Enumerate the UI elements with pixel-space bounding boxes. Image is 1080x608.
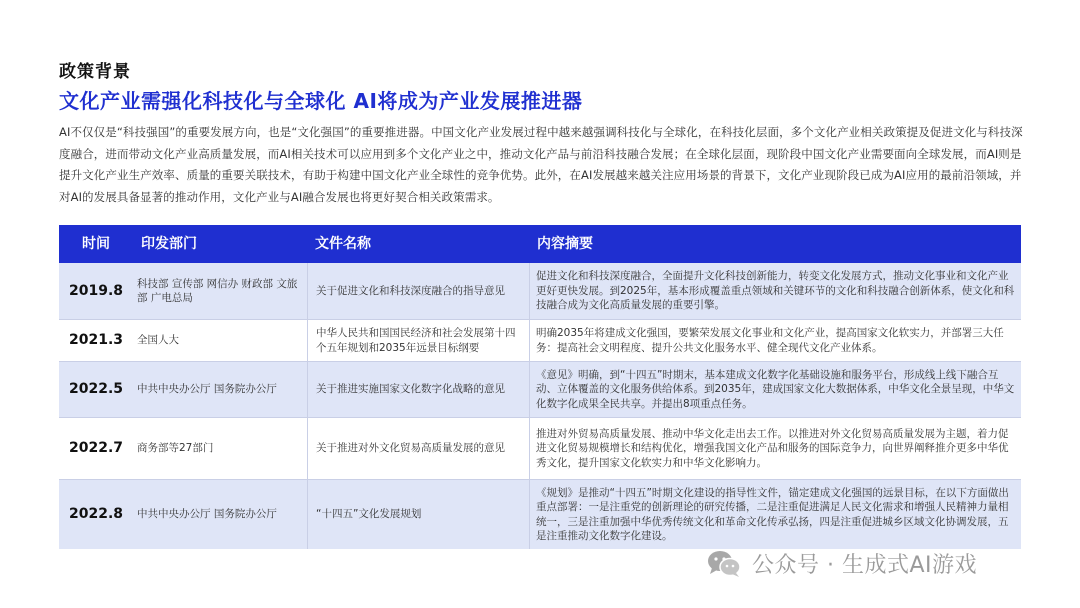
row-doc: 关于促进文化和科技深度融合的指导意见 (307, 263, 529, 319)
section-label: 政策背景 (59, 62, 131, 82)
row-summary: 《意见》明确，到“十四五”时期末，基本建成文化数字化基础设施和服务平台，形成线上线下融合互动、立体覆盖的文化服务供给体系。到2035年，建成国家文化大数据体系，中华文化全景呈现，中华文化数字化成果全民共享。并提出8项重点任务。 (529, 362, 1021, 417)
row-date: 2019.8 (68, 282, 124, 299)
row-dept: 科技部 宣传部 网信办 财政部 文旅部 广电总局 (137, 277, 298, 304)
watermark (706, 548, 977, 579)
header-doc: 文件名称 (315, 236, 371, 252)
page-title: 文化产业需强化科技化与全球化 AI将成为产业发展推进器 (59, 89, 583, 113)
row-dept: 商务部等27部门 (137, 442, 214, 455)
row-dept: 中共中央办公厅 国务院办公厅 (137, 383, 277, 396)
header-dept: 印发部门 (141, 236, 197, 252)
table-row (59, 417, 1021, 479)
table-header (59, 225, 1021, 263)
intro-paragraph: AI不仅仅是“科技强国”的重要发展方向，也是“文化强国”的重要推进器。中国文化产业发展过程中越来越强调科技化与全球化，在科技化层面，多个文化产业相关政策提及促进文化与科技深度融合，进而带动文化产业高质量发展，而AI相关技术可以应用到多个文化产业之中，推动文化产品与前沿科技融合发展；在全球化层面，现阶段中国文化产业需要面向全球发展，而AI则是提升文化产业生产效率、质量的重要关联技术，有助于构建中国文化产业全球性的竞争优势。此外，在AI发展越来越关注应用场景的背景下，文化产业现阶段已成为AI应用的最前沿领域，并对AI的发展具备显著的推动作用，文化产业与AI融合发展也将更好契合相关政策需求。 (59, 125, 1023, 204)
row-date: 2021.3 (68, 332, 124, 349)
row-summary: 促进文化和科技深度融合，全面提升文化科技创新能力，转变文化发展方式，推动文化事业和文化产业更好更快发展。到2025年，基本形成覆盖重点领域和关键环节的文化和科技融合创新体系，使文化和科技融合成为文化高质量发展的重要引擎。 (529, 263, 1021, 319)
row-doc: 关于推进实施国家文化数字化战略的意见 (307, 362, 529, 417)
table-row (59, 319, 1021, 361)
row-doc: 关于推进对外文化贸易高质量发展的意见 (307, 418, 529, 479)
row-date: 2022.5 (68, 381, 124, 398)
policy-table (59, 225, 1021, 549)
row-summary: 明确2035年将建成文化强国，要繁荣发展文化事业和文化产业，提高国家文化软实力，并部署三大任务：提高社会文明程度、提升公共文化服务水平、健全现代文化产业体系。 (529, 320, 1021, 361)
row-dept: 全国人大 (137, 334, 179, 347)
row-summary: 推进对外贸易高质量发展、推动中华文化走出去工作。以推进对外文化贸易高质量发展为主题，着力促进文化贸易规模增长和结构优化，增强我国文化产品和服务的国际竞争力，向世界阐释推介更多中华优秀文化，提升国家文化软实力和中华文化影响力。 (529, 418, 1021, 479)
table-row (59, 479, 1021, 549)
row-doc: 中华人民共和国国民经济和社会发展第十四个五年规划和2035年远景目标纲要 (307, 320, 529, 361)
header-summary: 内容摘要 (537, 236, 593, 252)
row-date: 2022.7 (68, 440, 124, 457)
header-date: 时间 (82, 236, 110, 252)
row-summary: 《规划》是推动“十四五”时期文化建设的指导性文件，锚定建成文化强国的远景目标，在以下方面做出重点部署：一是注重党的创新理论的研究传播，二是注重促进满足人民文化需求和增强人民精神力量相统一，三是注重加强中华优秀传统文化和革命文化传承弘扬，四是注重促进城乡区域文化协调发展，五是注重推动文化数字化建设。 (529, 480, 1021, 549)
wechat-icon (706, 549, 742, 579)
row-dept: 中共中央办公厅 国务院办公厅 (137, 508, 277, 521)
table-row (59, 263, 1021, 319)
row-doc: “十四五”文化发展规划 (307, 480, 529, 549)
row-date: 2022.8 (68, 506, 124, 523)
watermark-text: 公众号 · 生成式AI游戏 (752, 553, 978, 578)
table-row (59, 361, 1021, 417)
